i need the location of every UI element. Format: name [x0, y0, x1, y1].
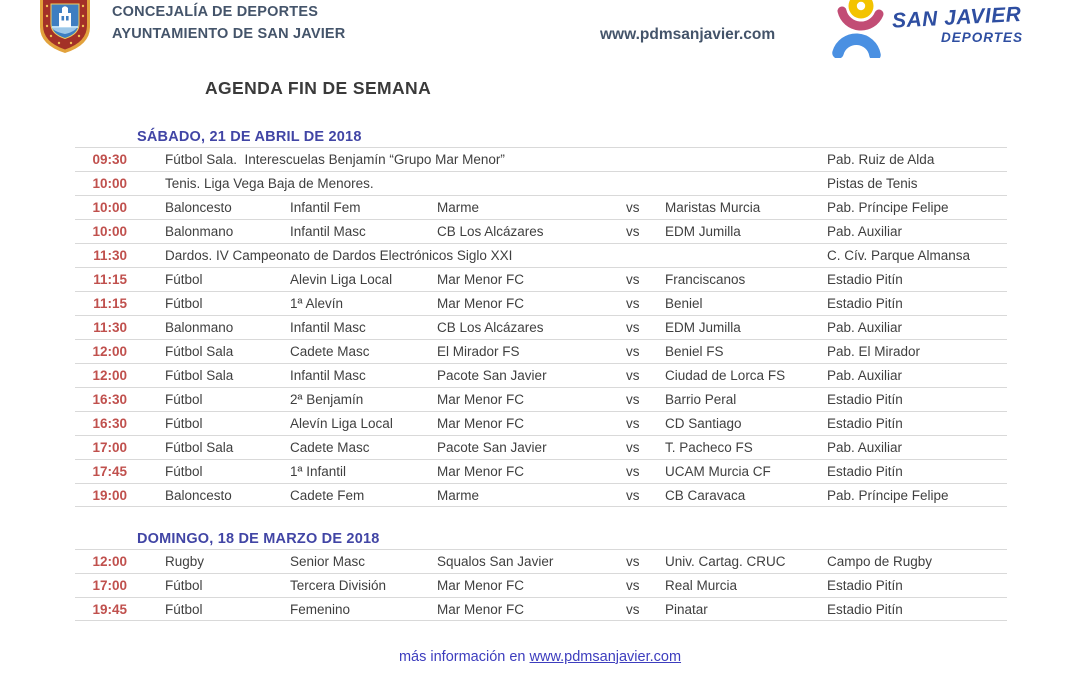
- event-category: 1ª Infantil: [290, 464, 347, 479]
- event-description: Dardos. IV Campeonato de Dardos Electrónicos Siglo XXI: [165, 248, 513, 263]
- table-row: [75, 243, 1007, 267]
- event-time: 10:00: [92, 200, 127, 215]
- away-team: Franciscanos: [665, 272, 746, 287]
- vs-label: vs: [626, 224, 640, 239]
- event-venue: Estadio Pitín: [827, 272, 903, 287]
- event-venue: Estadio Pitín: [827, 578, 903, 593]
- home-team: Mar Menor FC: [437, 416, 525, 431]
- home-team: Mar Menor FC: [437, 602, 525, 617]
- vs-label: vs: [626, 392, 640, 407]
- event-sport: Fútbol: [165, 602, 203, 617]
- vs-label: vs: [626, 554, 640, 569]
- event-sport: Fútbol Sala: [165, 368, 234, 383]
- away-team: Barrio Peral: [665, 392, 737, 407]
- event-time: 16:30: [92, 416, 127, 431]
- home-team: Marme: [437, 200, 480, 215]
- event-venue: Pab. Auxiliar: [827, 440, 903, 455]
- event-category: Infantil Masc: [290, 224, 366, 239]
- table-row: [75, 597, 1007, 621]
- event-sport: Baloncesto: [165, 488, 232, 503]
- vs-label: vs: [626, 464, 640, 479]
- event-time: 12:00: [92, 344, 127, 359]
- sunday-table: [75, 549, 1007, 621]
- event-sport: Balonmano: [165, 320, 234, 335]
- event-venue: Pab. Auxiliar: [827, 320, 903, 335]
- website-link[interactable]: www.pdmsanjavier.com: [600, 26, 776, 43]
- event-venue: Estadio Pitín: [827, 464, 903, 479]
- table-row: [75, 549, 1007, 573]
- event-venue: Campo de Rugby: [827, 554, 933, 569]
- event-sport: Fútbol: [165, 578, 203, 593]
- table-row: [75, 411, 1007, 435]
- away-team: Univ. Cartag. CRUC: [665, 554, 786, 569]
- event-sport: Rugby: [165, 554, 205, 569]
- sunday-section-title: DOMINGO, 18 DE MARZO DE 2018: [137, 531, 380, 547]
- event-sport: Fútbol: [165, 392, 203, 407]
- event-sport: Fútbol: [165, 464, 203, 479]
- event-category: Alevín Liga Local: [290, 416, 393, 431]
- home-team: Mar Menor FC: [437, 272, 525, 287]
- home-team: CB Los Alcázares: [437, 320, 544, 335]
- event-category: Cadete Fem: [290, 488, 365, 503]
- saturday-section-title: SÁBADO, 21 DE ABRIL DE 2018: [137, 129, 362, 145]
- event-time: 17:00: [92, 578, 127, 593]
- vs-label: vs: [626, 602, 640, 617]
- event-sport: Fútbol Sala: [165, 440, 234, 455]
- vs-label: vs: [626, 296, 640, 311]
- event-venue: Estadio Pitín: [827, 392, 903, 407]
- event-time: 19:45: [92, 602, 127, 617]
- home-team: CB Los Alcázares: [437, 224, 544, 239]
- event-venue: Estadio Pitín: [827, 296, 903, 311]
- home-team: Pacote San Javier: [437, 440, 547, 455]
- home-team: Mar Menor FC: [437, 578, 525, 593]
- away-team: CD Santiago: [665, 416, 742, 431]
- vs-label: vs: [626, 320, 640, 335]
- event-category: Infantil Masc: [290, 368, 366, 383]
- event-time: 11:15: [93, 296, 127, 311]
- away-team: UCAM Murcia CF: [665, 464, 771, 479]
- away-team: Beniel FS: [665, 344, 724, 359]
- vs-label: vs: [626, 440, 640, 455]
- event-category: Cadete Masc: [290, 440, 370, 455]
- table-row: [75, 483, 1007, 507]
- table-row: [75, 219, 1007, 243]
- event-time: 17:00: [92, 440, 127, 455]
- event-category: 1ª Alevín: [290, 296, 344, 311]
- vs-label: vs: [626, 578, 640, 593]
- home-team: Mar Menor FC: [437, 296, 525, 311]
- home-team: Pacote San Javier: [437, 368, 547, 383]
- table-row: [75, 147, 1007, 171]
- event-category: Infantil Masc: [290, 320, 366, 335]
- event-category: 2ª Benjamín: [290, 392, 364, 407]
- logo-subtitle: DEPORTES: [940, 30, 1023, 45]
- event-sport: Baloncesto: [165, 200, 232, 215]
- coat-of-arms-icon: [37, 0, 93, 54]
- home-team: Mar Menor FC: [437, 464, 525, 479]
- org-line-1: CONCEJALÍA DE DEPORTES: [112, 4, 319, 20]
- table-row: [75, 435, 1007, 459]
- event-category: Alevin Liga Local: [290, 272, 393, 287]
- event-description: Fútbol Sala. Interescuelas Benjamín “Grupo Mar Menor”: [165, 152, 505, 167]
- event-sport: Fútbol: [165, 296, 203, 311]
- event-category: Femenino: [290, 602, 351, 617]
- table-row: [75, 339, 1007, 363]
- table-row: [75, 267, 1007, 291]
- event-time: 11:30: [93, 248, 127, 263]
- footer-text: más información en: [398, 649, 530, 665]
- logo-wordmark: SAN JAVIER: [891, 2, 1022, 33]
- home-team: El Mirador FS: [437, 344, 520, 359]
- event-venue: Estadio Pitín: [827, 602, 903, 617]
- event-time: 12:00: [92, 368, 127, 383]
- event-time: 12:00: [92, 554, 127, 569]
- event-sport: Fútbol Sala: [165, 344, 234, 359]
- vs-label: vs: [626, 272, 640, 287]
- event-time: 16:30: [92, 392, 127, 407]
- event-venue: Pab. Auxiliar: [827, 368, 903, 383]
- table-row: [75, 573, 1007, 597]
- away-team: CB Caravaca: [665, 488, 746, 503]
- event-category: Senior Masc: [290, 554, 366, 569]
- event-venue: Pab. Auxiliar: [827, 224, 903, 239]
- table-row: [75, 387, 1007, 411]
- event-category: Tercera División: [290, 578, 387, 593]
- event-description: Tenis. Liga Vega Baja de Menores.: [165, 176, 374, 191]
- event-sport: Balonmano: [165, 224, 234, 239]
- event-venue: Estadio Pitín: [827, 416, 903, 431]
- event-time: 17:45: [92, 464, 127, 479]
- away-team: Ciudad de Lorca FS: [665, 368, 786, 383]
- sunday-section: [0, 530, 1080, 621]
- saturday-table: [75, 147, 1007, 507]
- away-team: Beniel: [665, 296, 703, 311]
- event-venue: Pab. El Mirador: [827, 344, 921, 359]
- vs-label: vs: [626, 368, 640, 383]
- table-row: [75, 315, 1007, 339]
- away-team: EDM Jumilla: [665, 224, 741, 239]
- event-category: Cadete Masc: [290, 344, 370, 359]
- vs-label: vs: [626, 344, 640, 359]
- away-team: Real Murcia: [665, 578, 738, 593]
- event-time: 09:30: [92, 152, 127, 167]
- footer-website-link[interactable]: www.pdmsanjavier.com: [529, 649, 682, 665]
- event-venue: Pab. Ruiz de Alda: [827, 152, 935, 167]
- table-row: [75, 363, 1007, 387]
- table-row: [75, 195, 1007, 219]
- event-venue: Pab. Príncipe Felipe: [827, 200, 949, 215]
- event-venue: C. Cív. Parque Almansa: [827, 248, 971, 263]
- san-javier-deportes-logo-icon: [830, 0, 890, 58]
- vs-label: vs: [626, 200, 640, 215]
- page-title: AGENDA FIN DE SEMANA: [205, 78, 432, 98]
- org-line-2: AYUNTAMIENTO DE SAN JAVIER: [112, 26, 346, 42]
- saturday-section: [0, 128, 1080, 507]
- event-time: 10:00: [92, 176, 127, 191]
- event-category: Infantil Fem: [290, 200, 361, 215]
- event-venue: Pab. Príncipe Felipe: [827, 488, 949, 503]
- organization-name: [112, 1, 345, 45]
- footer: [0, 649, 1080, 665]
- away-team: EDM Jumilla: [665, 320, 741, 335]
- table-row: [75, 171, 1007, 195]
- home-team: Mar Menor FC: [437, 392, 525, 407]
- event-sport: Fútbol: [165, 272, 203, 287]
- event-time: 11:30: [93, 320, 127, 335]
- table-row: [75, 291, 1007, 315]
- table-row: [75, 459, 1007, 483]
- event-time: 10:00: [92, 224, 127, 239]
- home-team: Marme: [437, 488, 480, 503]
- event-venue: Pistas de Tenis: [827, 176, 918, 191]
- away-team: Maristas Murcia: [665, 200, 761, 215]
- vs-label: vs: [626, 416, 640, 431]
- away-team: Pinatar: [665, 602, 708, 617]
- away-team: T. Pacheco FS: [665, 440, 753, 455]
- event-time: 19:00: [92, 488, 127, 503]
- event-time: 11:15: [93, 272, 127, 287]
- event-sport: Fútbol: [165, 416, 203, 431]
- vs-label: vs: [626, 488, 640, 503]
- home-team: Squalos San Javier: [437, 554, 554, 569]
